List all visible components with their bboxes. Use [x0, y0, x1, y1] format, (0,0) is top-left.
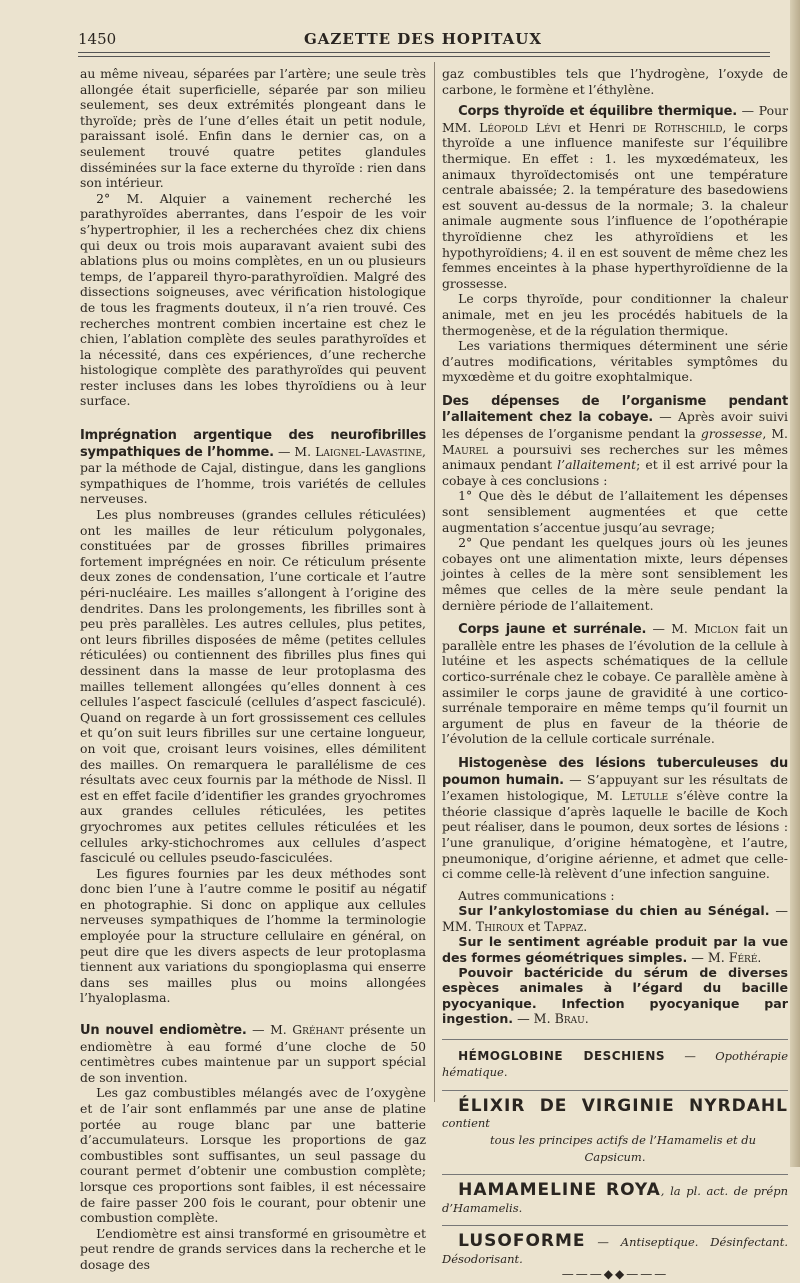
- paragraph: 1° Que dès le début de l’allaitement les dépenses sont sensiblement augmentées et que cette augmentation s’accentue jusqu’au sevrage;: [442, 488, 788, 535]
- text: — Après avoir suivi les dépenses de l’organisme pendant la: [442, 409, 788, 442]
- paragraph: L’endiomètre est ainsi transformé en grisoumètre et peut rendre de grands services dans la recherche et le dosage des: [80, 1225, 426, 1272]
- paragraph: 2° M. Alquier a vainement recherché les parathyroïdes aberrantes, dans l’espoir de les voir s’hypertrophier, il les a recherchées chez dix chiens qui deux ou trois mois auparavant avaient subi des ablations plus ou moins complètes, en un ou plusieurs temps, de l’appareil thyro-parathyroïdien. Malgré des dissections soigneuses, avec vérification histologique de tous les fragments douteux, il n’a rien trouvé. Ces recherches montrent combien incertaine est chez le chien, l’ablation complète des seules parathyroïdes et la nécessité, dans ces expériences, d’une recherche histologique complète des parathyroïdes qui peuvent rester incluses dans les lobes thyroïdiens ou à leur surface.: [80, 190, 426, 409]
- communication-title: Sur le sentiment agréable produit par la vue des formes géométriques simples.: [442, 934, 788, 965]
- header-rule-top: [78, 52, 770, 53]
- page-header: [78, 30, 768, 52]
- text: grossesse: [700, 426, 763, 442]
- text: .: [757, 949, 762, 965]
- ad-tagline: — Opothérapie hématique.: [442, 1048, 788, 1080]
- text: — S’appuyant sur les résultats de l’examen histologique, M.: [442, 771, 788, 804]
- communication-item: [442, 934, 788, 965]
- text: s’élève contre la théorie classique d’après laquelle le bacille de Koch peut réaliser, dans le poumon, deux sortes de lésions : l’une granulique, d’origine hématogène, et l’autre, pneumonique, d’origine aérienne, et admet que celle-ci comme celle-là relèvent d’une infection sanguine.: [442, 788, 788, 882]
- ad-brand: HÉMOGLOBINE DESCHIENS: [458, 1048, 666, 1063]
- author-name: de Rothschild: [632, 119, 723, 135]
- paragraph: 2° Que pendant les quelques jours où les jeunes cobayes ont une alimentation mixte, leurs dépenses jointes à celles de la mère sont sensiblement les mêmes que celles de la mère seule pendant la dernière période de l’allaitement.: [442, 535, 788, 613]
- text: .: [584, 1011, 589, 1027]
- author-name: Laignel-Lavastine: [315, 443, 423, 459]
- author-name: Letulle: [621, 788, 669, 804]
- ad-elixir-sub: [442, 1132, 788, 1165]
- text: l’allaitement: [557, 457, 637, 473]
- article-title: Corps jaune et surrénale.: [458, 622, 647, 638]
- article-allaitement: [442, 393, 788, 489]
- ad-brand: HAMAMELINE ROYA: [458, 1180, 661, 1201]
- author-name: Miclon: [694, 621, 739, 637]
- paragraph: Les plus nombreuses (grandes cellules réticulées) ont les mailles de leur réticulum polygonales, constituées par de grosses fibrilles primaires fortement imprégnées en noir. Ce réticulum présente deux zones de condensation, l’une corticale et l’autre péri-nucléaire. Les mailles s’allongent à l’origine des dendrites. Dans les prolongements, les fibrilles sont à peu près parallèles. Les autres cellules, plus petites, ont leurs fibrilles disposées de même (petites cellules réticulées) ou contiennent des fibrilles plus fines qui dessinent dans la masse de leur protoplasma des mailles tellement allongées qu’elles donnent à ces cellules l’aspect fasciculé (cellules d’aspect fasciculé). Quand on regarde à un fort grossissement ces cellules et qu’on suit leurs fibrilles sur une certaine longueur, on voit que, croisant leurs voisines, elles démilitent des mailles. On remarquera le parallélisme de ces résultats avec ceux fournis par la méthode de Nissl. Il est en effet facile d’identifier les grandes gryochromes aux grandes cellules réticulées, les petites gryochromes aux petites cellules réticulées et les cellules arky-stichochromes aux cellules d’aspect fasciculé ou cellules pseudo-fasciculées.: [80, 507, 426, 866]
- article-endiometre: [80, 1022, 426, 1085]
- page-number: 1450: [78, 30, 117, 48]
- paragraph: gaz combustibles tels que l’hydrogène, l’oxyde de carbone, le formène et l’éthylène.: [442, 66, 788, 97]
- ornament-divider: ———◆◆———: [561, 1267, 669, 1282]
- ad-brand: LUSOFORME: [458, 1231, 586, 1252]
- text: et Henri: [560, 119, 633, 135]
- dash: — M.: [273, 443, 316, 459]
- author-name: Féré: [728, 949, 758, 965]
- article-lead: , par la méthode de Cajal, distingue, dans les ganglions sympathiques de l’homme, trois variétés de cellules nerveuses.: [80, 443, 426, 507]
- communication-title: Pouvoir bactéricide du sérum de diverses espèces animales à l’égard du bacille pyocyanique. Infection pyocyanique par ingestion.: [442, 964, 788, 1027]
- header-rule-bottom: [78, 56, 770, 57]
- ad-divider: [442, 1090, 788, 1091]
- text: .: [583, 918, 588, 934]
- dash: — M.: [246, 1022, 293, 1038]
- ad-lusoforme: [442, 1231, 788, 1267]
- article-lead: présente un endiomètre à eau formé d’une cloche de 50 centimètres cubes maintenue par un support spécial de son invention.: [80, 1022, 427, 1085]
- article-title: Un nouvel endiomètre.: [80, 1023, 247, 1039]
- communication-item: [442, 903, 788, 934]
- article-title: Des dépenses de l’organisme pendant l’allaitement chez la cobaye.: [442, 393, 788, 426]
- right-column: [442, 66, 788, 1283]
- dash: — Pour MM.: [442, 103, 789, 135]
- article-imprégnation: [80, 427, 426, 507]
- article-title: Histogenèse des lésions tuberculeuses du poumon humain.: [442, 755, 788, 788]
- ad-hemoglobine: [442, 1048, 788, 1081]
- text: — M.: [513, 1011, 555, 1027]
- article-corps-jaune: [442, 621, 788, 747]
- communication-item: [442, 965, 788, 1027]
- text: — M.: [687, 949, 729, 965]
- author-name: Thiroux: [475, 918, 524, 934]
- other-communications-label: Autres communications :: [458, 887, 615, 903]
- page-edge-shadow: [790, 0, 800, 1167]
- author-name: Léopold Lévi: [479, 119, 561, 135]
- article-thyroide: [442, 103, 788, 291]
- column-divider: [434, 62, 435, 1102]
- paragraph: Le corps thyroïde, pour conditionner la chaleur animale, met en jeu les procédés habituels de la thermogenèse, et de la régulation thermique.: [442, 291, 788, 338]
- ad-tagline: — Antiseptique. Désinfectant. Désodorisant.: [442, 1235, 788, 1266]
- paragraph: au même niveau, séparées par l’artère; une seule très allongée était superficielle, séparée par son milieu seulement, ses deux extrémités plongeant dans le thyroïde; près de l’une d’elles était un petit nodule, paraissant isolé. Enfin dans le dernier cas, on a seulement trouvé quatre petites glandules disséminées sur la face externe du thyroïde : rien dans son intérieur.: [80, 66, 426, 191]
- text: , M.: [762, 426, 788, 442]
- ad-tagline: , la pl. act. de prépn d’Hamamelis.: [442, 1184, 788, 1215]
- ad-elixir: [442, 1095, 788, 1132]
- article-title: Corps thyroïde et équilibre thermique.: [458, 104, 737, 120]
- ad-divider: [442, 1174, 788, 1175]
- text: a poursuivi ses recherches sur les mêmes animaux pendant: [442, 441, 788, 473]
- author-name: Gréhant: [292, 1022, 344, 1038]
- text: — MM.: [442, 903, 788, 934]
- paragraph: Les figures fournies par les deux méthodes sont donc bien l’une à l’autre comme le positif au négatif en photographie. Si donc on applique aux cellules nerveuses sympathiques de l’homme la terminologie employée pour la structure cellulaire en général, on peut dire que les divers aspects de leur protoplasma tiennent aux variations du spongioplasma qui enserre dans ses mailles plus ou moins allongées l’hyaloplasma.: [80, 865, 426, 1006]
- communication-title: Sur l’ankylostomiase du chien au Sénégal.: [458, 903, 770, 919]
- ad-divider: [442, 1039, 788, 1040]
- paragraph: Les gaz combustibles mélangés avec de l’oxygène et de l’air sont enflammés par une anse de platine portée au rouge blanc par une batterie d’accumulateurs. Lorsque les proportions de gaz combustibles sont suffisantes, un seul passage du courant permet d’obtenir une combustion complète; lorsque ces proportions sont faibles, il est nécessaire de faire passer 200 fois le courant, pour obtenir une combustion complète.: [80, 1085, 426, 1226]
- text: ; et il est arrivé pour la cobaye à ces conclusions :: [442, 457, 788, 488]
- ad-divider: [442, 1225, 788, 1226]
- left-column: [80, 66, 426, 1273]
- ad-tagline: contient: [442, 1116, 490, 1131]
- dash: — M.: [646, 621, 695, 637]
- article-histogenese: [442, 755, 788, 882]
- article-lead: , le corps thyroïde a une influence manifeste sur l’équilibre thermique. En effet : 1. les myxœdémateux, les animaux thyroïdectomisés ont une température centrale abaissée; 2. la température des basedowiens est souvent au-dessus de la normale; 3. la chaleur animale augmente sous l’influence de l’opothérapie thyroïdienne chez les athyroïdiens et les hypothyroïdiens; 4. il en est souvent de même chez les femmes enceintes à la phase hyperthyroïdienne de la grossesse.: [442, 119, 788, 291]
- text: et: [523, 918, 545, 934]
- author-name: Tappaz: [544, 918, 584, 934]
- paragraph: Les variations thermiques déterminent une série d’autres modifications, véritables symptômes du myxœdème et du goitre exophtalmique.: [442, 338, 788, 385]
- ad-hamameline: [442, 1180, 788, 1216]
- author-name: Brau: [554, 1011, 585, 1027]
- author-name: Maurel: [442, 441, 489, 457]
- ad-tagline: tous les principes actifs de l’Hamamelis et du Capsicum.: [490, 1132, 757, 1164]
- article-title: Imprégnation argentique des neurofibrilles sympathiques de l’homme.: [80, 428, 426, 460]
- ad-brand: ÉLIXIR DE VIRGINIE NYRDAHL: [458, 1095, 788, 1116]
- running-head: GAZETTE DES HOPITAUX: [303, 30, 542, 48]
- article-lead: fait un parallèle entre les phases de l’évolution de la cellule à lutéine et les aspects schématiques de la cellule cortico-surrénale chez le cobaye. Ce parallèle amène à assimiler le corps jaune de gravidité à une cortico-surrénale temporaire en même temps qu’il fournit un argument de plus en faveur de la théorie de l’évolution de la cellule corticale surrénale.: [442, 621, 788, 747]
